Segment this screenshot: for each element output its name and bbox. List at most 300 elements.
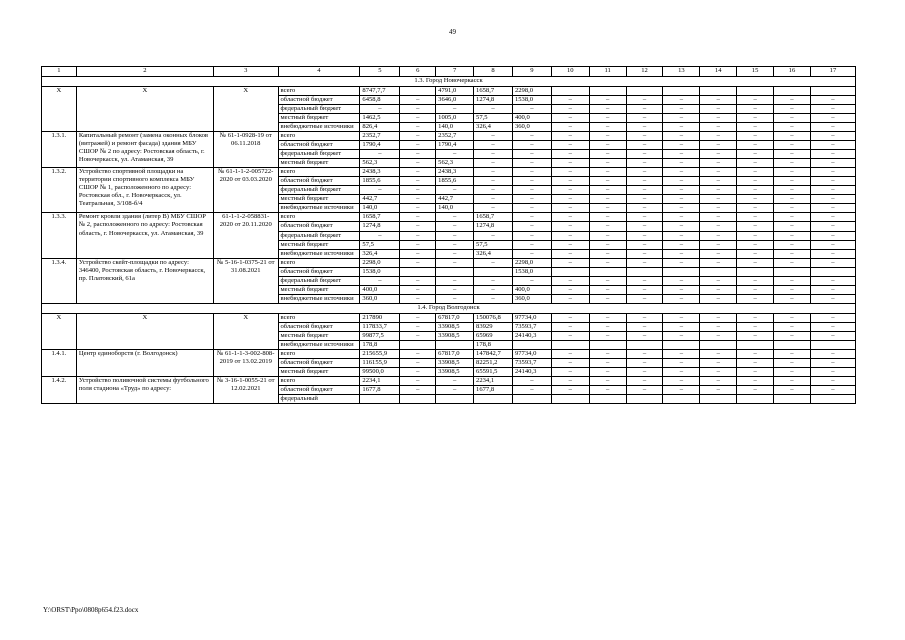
- amount-cell: –: [589, 132, 626, 141]
- amount-cell: –: [737, 114, 774, 123]
- amount-cell: [663, 340, 700, 349]
- amount-cell: –: [700, 195, 737, 204]
- amount-cell: –: [737, 159, 774, 168]
- amount-cell: –: [700, 322, 737, 331]
- amount-cell: –: [700, 141, 737, 150]
- amount-cell: –: [663, 96, 700, 105]
- amount-cell: 326,4: [360, 249, 400, 258]
- amount-cell: –: [810, 96, 855, 105]
- funding-source: областной бюджет: [278, 358, 360, 367]
- amount-cell: –: [774, 331, 811, 340]
- amount-cell: –: [589, 123, 626, 132]
- amount-cell: –: [663, 150, 700, 159]
- amount-cell: –: [737, 177, 774, 186]
- amount-cell: –: [700, 222, 737, 231]
- item-name: Ремонт кровли здания (литер В) МБУ СШОР № 2, расположенного по адресу: Ростовская область, г. Новочеркасск, ул. Атаманская, 39: [76, 213, 213, 258]
- amount-cell: 1677,8: [360, 386, 400, 395]
- funding-source: внебюджетные источники: [278, 204, 360, 213]
- amount-cell: –: [774, 141, 811, 150]
- amount-cell: [589, 395, 626, 404]
- amount-cell: –: [360, 105, 400, 114]
- amount-cell: –: [700, 258, 737, 267]
- table-row: [42, 376, 856, 385]
- amount-cell: –: [774, 195, 811, 204]
- amount-cell: 1658,7: [474, 87, 513, 96]
- amount-cell: –: [700, 367, 737, 376]
- column-number: 16: [774, 67, 811, 77]
- amount-cell: –: [400, 204, 436, 213]
- amount-cell: 83929: [474, 322, 513, 331]
- footer-file-path: Y:\ORST\Ppo\0808p654.f23.docx: [43, 606, 139, 614]
- item-name: Капитальный ремонт (замена оконных блоков (витражей) и ремонт фасада) здания МБУ СШОР № 2 по адресу: Ростовская область, г. Новочеркасск, ул. Атаманская, 39: [76, 132, 213, 168]
- amount-cell: –: [436, 231, 474, 240]
- amount-cell: –: [589, 258, 626, 267]
- amount-cell: –: [626, 349, 663, 358]
- item-name: Устройство скейт-площадки по адресу: 346400, Ростовская область, г. Новочеркасск, пр. Платовский, 61а: [76, 258, 213, 303]
- amount-cell: –: [436, 376, 474, 385]
- amount-cell: 57,5: [474, 240, 513, 249]
- amount-cell: [626, 395, 663, 404]
- table-row: [42, 87, 856, 96]
- amount-cell: –: [474, 177, 513, 186]
- amount-cell: –: [400, 349, 436, 358]
- amount-cell: [474, 395, 513, 404]
- amount-cell: –: [589, 276, 626, 285]
- amount-cell: [700, 87, 737, 96]
- amount-cell: –: [737, 276, 774, 285]
- amount-cell: –: [551, 285, 589, 294]
- amount-cell: –: [700, 159, 737, 168]
- amount-cell: –: [626, 186, 663, 195]
- amount-cell: –: [436, 276, 474, 285]
- amount-cell: –: [737, 96, 774, 105]
- item-document: № 61-1-1-3-002-808-2019 от 13.02.2019: [214, 349, 279, 376]
- amount-cell: –: [737, 249, 774, 258]
- column-number: 15: [737, 67, 774, 77]
- amount-cell: –: [774, 168, 811, 177]
- amount-cell: 1538,0: [512, 96, 551, 105]
- amount-cell: –: [436, 150, 474, 159]
- amount-cell: –: [589, 358, 626, 367]
- amount-cell: –: [626, 313, 663, 322]
- amount-cell: –: [663, 168, 700, 177]
- amount-cell: –: [626, 285, 663, 294]
- amount-cell: 2352,7: [360, 132, 400, 141]
- amount-cell: –: [663, 186, 700, 195]
- amount-cell: 140,0: [436, 204, 474, 213]
- amount-cell: –: [737, 358, 774, 367]
- amount-cell: –: [512, 141, 551, 150]
- amount-cell: –: [512, 168, 551, 177]
- amount-cell: –: [700, 123, 737, 132]
- funding-source: областной бюджет: [278, 386, 360, 395]
- amount-cell: –: [700, 331, 737, 340]
- amount-cell: –: [810, 123, 855, 132]
- amount-cell: [551, 340, 589, 349]
- column-number: 17: [810, 67, 855, 77]
- funding-source: федеральный бюджет: [278, 231, 360, 240]
- amount-cell: –: [663, 123, 700, 132]
- amount-cell: –: [774, 96, 811, 105]
- amount-cell: 150076,8: [474, 313, 513, 322]
- item-name: X: [76, 87, 213, 132]
- amount-cell: –: [551, 177, 589, 186]
- item-document: № 5-16-1-0375-21 от 31.08.2021: [214, 258, 279, 303]
- amount-cell: –: [436, 240, 474, 249]
- amount-cell: –: [400, 123, 436, 132]
- amount-cell: –: [810, 159, 855, 168]
- amount-cell: –: [589, 322, 626, 331]
- amount-cell: –: [810, 141, 855, 150]
- amount-cell: –: [737, 376, 774, 385]
- amount-cell: –: [810, 294, 855, 303]
- amount-cell: –: [810, 204, 855, 213]
- amount-cell: [551, 395, 589, 404]
- amount-cell: 67817,0: [436, 349, 474, 358]
- amount-cell: –: [774, 276, 811, 285]
- amount-cell: –: [551, 159, 589, 168]
- amount-cell: [737, 340, 774, 349]
- amount-cell: –: [626, 240, 663, 249]
- amount-cell: [810, 267, 855, 276]
- amount-cell: 33908,5: [436, 322, 474, 331]
- amount-cell: 1538,0: [360, 267, 400, 276]
- amount-cell: –: [737, 313, 774, 322]
- amount-cell: 442,7: [436, 195, 474, 204]
- item-number: 1.3.3.: [42, 213, 77, 258]
- amount-cell: –: [436, 285, 474, 294]
- amount-cell: –: [774, 132, 811, 141]
- amount-cell: –: [737, 123, 774, 132]
- funding-source: федеральный бюджет: [278, 150, 360, 159]
- amount-cell: 57,5: [474, 114, 513, 123]
- amount-cell: –: [551, 231, 589, 240]
- amount-cell: 65969: [474, 331, 513, 340]
- amount-cell: [737, 267, 774, 276]
- amount-cell: –: [551, 123, 589, 132]
- amount-cell: [737, 395, 774, 404]
- amount-cell: –: [663, 294, 700, 303]
- amount-cell: –: [626, 177, 663, 186]
- amount-cell: –: [551, 276, 589, 285]
- amount-cell: 82251,2: [474, 358, 513, 367]
- amount-cell: –: [512, 213, 551, 222]
- amount-cell: –: [626, 386, 663, 395]
- amount-cell: 1855,6: [360, 177, 400, 186]
- amount-cell: –: [589, 177, 626, 186]
- amount-cell: –: [810, 231, 855, 240]
- amount-cell: –: [737, 386, 774, 395]
- item-document: 61-1-1-2-058831-2020 от 20.11.2020: [214, 213, 279, 258]
- amount-cell: [589, 340, 626, 349]
- funding-source: областной бюджет: [278, 322, 360, 331]
- amount-cell: 400,0: [512, 114, 551, 123]
- amount-cell: –: [700, 386, 737, 395]
- amount-cell: –: [589, 313, 626, 322]
- amount-cell: –: [551, 322, 589, 331]
- amount-cell: –: [626, 195, 663, 204]
- amount-cell: –: [663, 195, 700, 204]
- amount-cell: –: [700, 168, 737, 177]
- amount-cell: –: [774, 204, 811, 213]
- amount-cell: –: [589, 331, 626, 340]
- amount-cell: –: [737, 349, 774, 358]
- amount-cell: [774, 395, 811, 404]
- amount-cell: –: [774, 386, 811, 395]
- amount-cell: –: [774, 114, 811, 123]
- funding-source: всего: [278, 87, 360, 96]
- amount-cell: 1790,4: [360, 141, 400, 150]
- table-row: [42, 132, 856, 141]
- amount-cell: 442,7: [360, 195, 400, 204]
- amount-cell: –: [700, 177, 737, 186]
- amount-cell: –: [810, 195, 855, 204]
- amount-cell: 1274,8: [474, 222, 513, 231]
- amount-cell: –: [551, 240, 589, 249]
- funding-source: областной бюджет: [278, 222, 360, 231]
- amount-cell: –: [810, 276, 855, 285]
- amount-cell: –: [551, 222, 589, 231]
- amount-cell: –: [589, 141, 626, 150]
- table-body: [42, 67, 856, 404]
- amount-cell: –: [589, 349, 626, 358]
- amount-cell: –: [589, 186, 626, 195]
- amount-cell: 97734,0: [512, 313, 551, 322]
- amount-cell: [589, 267, 626, 276]
- amount-cell: –: [436, 213, 474, 222]
- amount-cell: –: [626, 204, 663, 213]
- amount-cell: –: [626, 249, 663, 258]
- amount-cell: 178,8: [474, 340, 513, 349]
- amount-cell: –: [626, 222, 663, 231]
- amount-cell: –: [474, 150, 513, 159]
- amount-cell: –: [589, 367, 626, 376]
- amount-cell: –: [700, 358, 737, 367]
- amount-cell: –: [474, 159, 513, 168]
- funding-source: областной бюджет: [278, 177, 360, 186]
- amount-cell: 116155,9: [360, 358, 400, 367]
- amount-cell: –: [474, 294, 513, 303]
- amount-cell: 1790,4: [436, 141, 474, 150]
- amount-cell: –: [810, 213, 855, 222]
- amount-cell: –: [626, 258, 663, 267]
- item-number: X: [42, 87, 77, 132]
- amount-cell: –: [551, 249, 589, 258]
- amount-cell: –: [663, 358, 700, 367]
- amount-cell: –: [626, 105, 663, 114]
- amount-cell: –: [400, 276, 436, 285]
- amount-cell: –: [400, 105, 436, 114]
- amount-cell: –: [737, 231, 774, 240]
- amount-cell: –: [737, 141, 774, 150]
- column-number: 5: [360, 67, 400, 77]
- amount-cell: –: [810, 249, 855, 258]
- amount-cell: 33908,5: [436, 367, 474, 376]
- amount-cell: –: [474, 276, 513, 285]
- item-name: Центр единоборств (г. Волгодонск): [76, 349, 213, 376]
- amount-cell: –: [663, 222, 700, 231]
- amount-cell: –: [810, 150, 855, 159]
- amount-cell: 1677,8: [474, 386, 513, 395]
- amount-cell: –: [474, 168, 513, 177]
- amount-cell: [626, 267, 663, 276]
- funding-source: федеральный бюджет: [278, 105, 360, 114]
- amount-cell: –: [551, 213, 589, 222]
- amount-cell: –: [737, 331, 774, 340]
- item-document: X: [214, 87, 279, 132]
- amount-cell: –: [400, 195, 436, 204]
- amount-cell: 1005,0: [436, 114, 474, 123]
- amount-cell: –: [436, 258, 474, 267]
- amount-cell: –: [512, 177, 551, 186]
- amount-cell: –: [810, 313, 855, 322]
- amount-cell: –: [626, 96, 663, 105]
- amount-cell: –: [774, 313, 811, 322]
- section-row: [42, 303, 856, 313]
- table-row: [42, 349, 856, 358]
- amount-cell: –: [626, 358, 663, 367]
- amount-cell: –: [474, 195, 513, 204]
- funding-source: всего: [278, 376, 360, 385]
- amount-cell: 562,3: [360, 159, 400, 168]
- amount-cell: 2298,0: [512, 87, 551, 96]
- amount-cell: –: [589, 249, 626, 258]
- amount-cell: –: [474, 231, 513, 240]
- amount-cell: –: [737, 285, 774, 294]
- amount-cell: –: [737, 322, 774, 331]
- table-row: [42, 213, 856, 222]
- item-name: X: [76, 313, 213, 349]
- amount-cell: –: [774, 159, 811, 168]
- amount-cell: 360,0: [512, 294, 551, 303]
- amount-cell: –: [663, 367, 700, 376]
- amount-cell: –: [626, 141, 663, 150]
- amount-cell: 562,3: [436, 159, 474, 168]
- amount-cell: 326,4: [474, 123, 513, 132]
- amount-cell: [436, 395, 474, 404]
- amount-cell: –: [400, 240, 436, 249]
- amount-cell: –: [663, 159, 700, 168]
- amount-cell: –: [551, 132, 589, 141]
- funding-source: внебюджетные источники: [278, 340, 360, 349]
- amount-cell: –: [774, 240, 811, 249]
- amount-cell: [663, 395, 700, 404]
- amount-cell: –: [400, 322, 436, 331]
- amount-cell: –: [436, 186, 474, 195]
- amount-cell: [774, 340, 811, 349]
- amount-cell: –: [400, 141, 436, 150]
- amount-cell: –: [512, 195, 551, 204]
- amount-cell: –: [551, 105, 589, 114]
- amount-cell: –: [663, 276, 700, 285]
- amount-cell: –: [360, 150, 400, 159]
- amount-cell: –: [663, 231, 700, 240]
- amount-cell: –: [512, 159, 551, 168]
- amount-cell: –: [810, 349, 855, 358]
- amount-cell: –: [700, 240, 737, 249]
- amount-cell: –: [810, 168, 855, 177]
- amount-cell: –: [774, 177, 811, 186]
- amount-cell: –: [400, 358, 436, 367]
- amount-cell: –: [400, 313, 436, 322]
- section-title: 1.4. Город Волгодонск: [42, 303, 856, 313]
- amount-cell: [551, 87, 589, 96]
- amount-cell: [512, 395, 551, 404]
- amount-cell: [436, 267, 474, 276]
- amount-cell: –: [737, 132, 774, 141]
- item-number: X: [42, 313, 77, 349]
- amount-cell: 1538,0: [512, 267, 551, 276]
- table-row: [42, 258, 856, 267]
- amount-cell: –: [589, 105, 626, 114]
- amount-cell: –: [774, 213, 811, 222]
- budget-table: [41, 66, 856, 404]
- amount-cell: 1658,7: [474, 213, 513, 222]
- amount-cell: –: [737, 294, 774, 303]
- amount-cell: –: [663, 249, 700, 258]
- column-number: 6: [400, 67, 436, 77]
- funding-source: внебюджетные источники: [278, 249, 360, 258]
- amount-cell: –: [663, 132, 700, 141]
- item-document: № 61-1-1-2-005722-2020 от 03.03.2020: [214, 168, 279, 213]
- amount-cell: –: [700, 114, 737, 123]
- funding-source: всего: [278, 313, 360, 322]
- amount-cell: 1855,6: [436, 177, 474, 186]
- funding-source: всего: [278, 258, 360, 267]
- amount-cell: –: [436, 222, 474, 231]
- amount-cell: –: [774, 258, 811, 267]
- amount-cell: 140,0: [360, 204, 400, 213]
- amount-cell: –: [589, 231, 626, 240]
- amount-cell: –: [589, 150, 626, 159]
- amount-cell: –: [663, 386, 700, 395]
- amount-cell: –: [663, 204, 700, 213]
- amount-cell: –: [474, 186, 513, 195]
- amount-cell: –: [700, 249, 737, 258]
- amount-cell: [700, 267, 737, 276]
- amount-cell: –: [400, 159, 436, 168]
- amount-cell: [774, 267, 811, 276]
- column-number: 10: [551, 67, 589, 77]
- amount-cell: –: [400, 386, 436, 395]
- item-name: Устройство спортивной площадки на территории спортивного комплекса МБУ СШОР № 1, расположенного по адресу: Ростовская обл., г. Новочеркасск, ул. Театральная, 3/108-б/4: [76, 168, 213, 213]
- funding-source: местный бюджет: [278, 331, 360, 340]
- amount-cell: –: [589, 159, 626, 168]
- item-document: № 3-16-1-0055-21 от 12.02.2021: [214, 376, 279, 403]
- column-number: 13: [663, 67, 700, 77]
- amount-cell: –: [626, 150, 663, 159]
- amount-cell: –: [774, 358, 811, 367]
- amount-cell: –: [774, 105, 811, 114]
- amount-cell: –: [810, 386, 855, 395]
- amount-cell: –: [700, 204, 737, 213]
- amount-cell: –: [700, 294, 737, 303]
- amount-cell: –: [551, 150, 589, 159]
- amount-cell: 2438,3: [436, 168, 474, 177]
- amount-cell: –: [737, 195, 774, 204]
- amount-cell: [737, 87, 774, 96]
- amount-cell: –: [663, 322, 700, 331]
- amount-cell: 826,4: [360, 123, 400, 132]
- amount-cell: –: [400, 222, 436, 231]
- amount-cell: –: [589, 114, 626, 123]
- amount-cell: –: [400, 96, 436, 105]
- amount-cell: [512, 340, 551, 349]
- table-row: [42, 168, 856, 177]
- item-number: 1.3.2.: [42, 168, 77, 213]
- amount-cell: –: [400, 150, 436, 159]
- amount-cell: –: [626, 123, 663, 132]
